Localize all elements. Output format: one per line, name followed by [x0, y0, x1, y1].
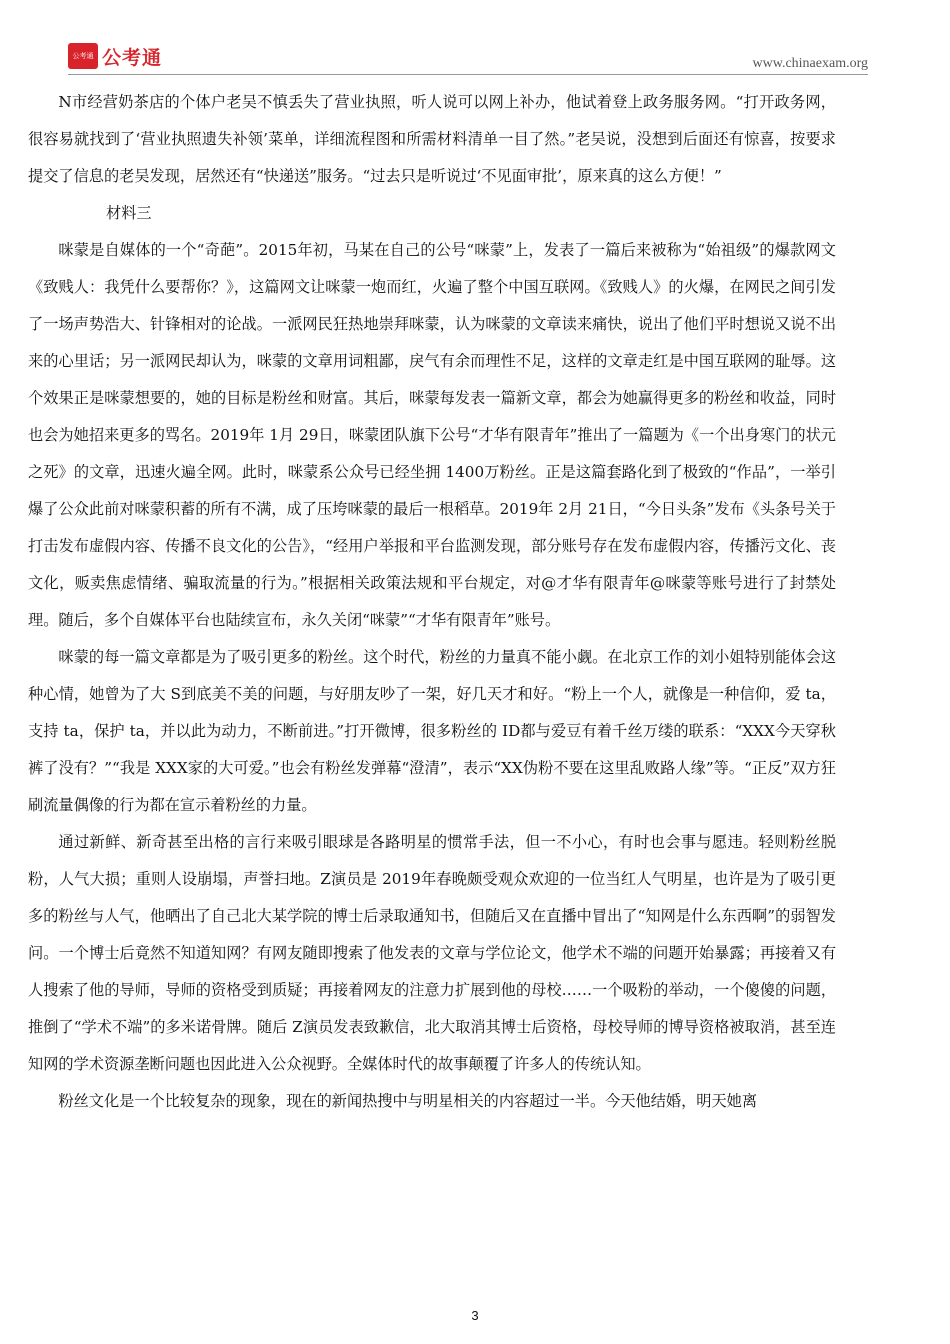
header-divider: [68, 74, 868, 75]
page-number: 3: [471, 1308, 479, 1323]
document-body: [28, 84, 836, 1120]
site-url: www.chinaexam.org: [752, 56, 868, 71]
logo-badge-icon: 公考通: [68, 43, 98, 69]
logo: [68, 42, 162, 70]
section-heading: 材料三: [106, 204, 152, 222]
paragraph: 咪蒙的每一篇文章都是为了吸引更多的粉丝。这个时代，粉丝的力量真不能小觑。在北京工作的刘小姐特别能体会这种心情，她曾为了大 S到底美不美的问题，与好朋友吵了一架，好几天才和好。“粉上一个人，就像是一种信仰，爱 ta，支持 ta，保护 ta，并以此为动力，不断前进。”打开微博，很多粉丝的 ID都与爱豆有着千丝万缕的联系：“XXX今天穿秋裤了没有？”“我是 XXX家的大可爱。”也会有粉丝发弹幕“澄清”，表示“XX伪粉不要在这里乱败路人缘”等。“正反”双方狂刷流量偶像的行为都在宣示着粉丝的力量。: [28, 648, 836, 814]
paragraph: 通过新鲜、新奇甚至出格的言行来吸引眼球是各路明星的惯常手法，但一不小心，有时也会事与愿违。轻则粉丝脱粉，人气大损；重则人设崩塌，声誉扫地。Z演员是 2019年春晚颇受观众欢迎的一位当红人气明星，也许是为了吸引更多的粉丝与人气，他晒出了自己北大某学院的博士后录取通知书，但随后又在直播中冒出了“知网是什么东西啊”的弱智发问。一个博士后竟然不知道知网？有网友随即搜索了他发表的文章与学位论文，他学术不端的问题开始暴露；再接着又有人搜索了他的导师，导师的资格受到质疑；再接着网友的注意力扩展到他的母校……一个吸粉的举动，一个傻傻的问题，推倒了“学术不端”的多米诺骨牌。随后 Z演员发表致歉信，北大取消其博士后资格，母校导师的博导资格被取消，甚至连知网的学术资源垄断问题也因此进入公众视野。全媒体时代的故事颠覆了许多人的传统认知。: [28, 833, 836, 1073]
paragraph: N市经营奶茶店的个体户老吴不慎丢失了营业执照，听人说可以网上补办，他试着登上政务服务网。“打开政务网，很容易就找到了‘营业执照遗失补领’菜单，详细流程图和所需材料清单一目了然。”老吴说，没想到后面还有惊喜，按要求提交了信息的老吴发现，居然还有“快递送”服务。“过去只是听说过‘不见面审批’，原来真的这么方便！”: [28, 93, 836, 185]
paragraph: 粉丝文化是一个比较复杂的现象，现在的新闻热搜中与明星相关的内容超过一半。今天他结婚，明天她离: [58, 1092, 758, 1110]
page-header: [68, 38, 868, 76]
paragraph: 咪蒙是自媒体的一个“奇葩”。2015年初，马某在自己的公号“咪蒙”上，发表了一篇后来被称为“始祖级”的爆款网文《致贱人：我凭什么要帮你？》，这篇网文让咪蒙一炮而红，火遍了整个中国互联网。《致贱人》的火爆，在网民之间引发了一场声势浩大、针锋相对的论战。一派网民狂热地崇拜咪蒙，认为咪蒙的文章读来痛快，说出了他们平时想说又说不出来的心里话；另一派网民却认为，咪蒙的文章用词粗鄙，戾气有余而理性不足，这样的文章走红是中国互联网的耻辱。这个效果正是咪蒙想要的，她的目标是粉丝和财富。其后，咪蒙每发表一篇新文章，都会为她赢得更多的粉丝和收益，同时也会为她招来更多的骂名。2019年 1月 29日，咪蒙团队旗下公号“才华有限青年”推出了一篇题为《一个出身寒门的状元之死》的文章，迅速火遍全网。此时，咪蒙系公众号已经坐拥 1400万粉丝。正是这篇套路化到了极致的“作品”，一举引爆了公众此前对咪蒙积蓄的所有不满，成了压垮咪蒙的最后一根稻草。2019年 2月 21日，“今日头条”发布《头条号关于打击发布虚假内容、传播不良文化的公告》，“经用户举报和平台监测发现，部分账号存在发布虚假内容，传播污文化、丧文化，贩卖焦虑情绪、骗取流量的行为。”根据相关政策法规和平台规定，对@才华有限青年@咪蒙等账号进行了封禁处理。随后，多个自媒体平台也陆续宣布，永久关闭“咪蒙”“才华有限青年”账号。: [28, 241, 836, 629]
logo-text: 公考通: [102, 46, 163, 69]
